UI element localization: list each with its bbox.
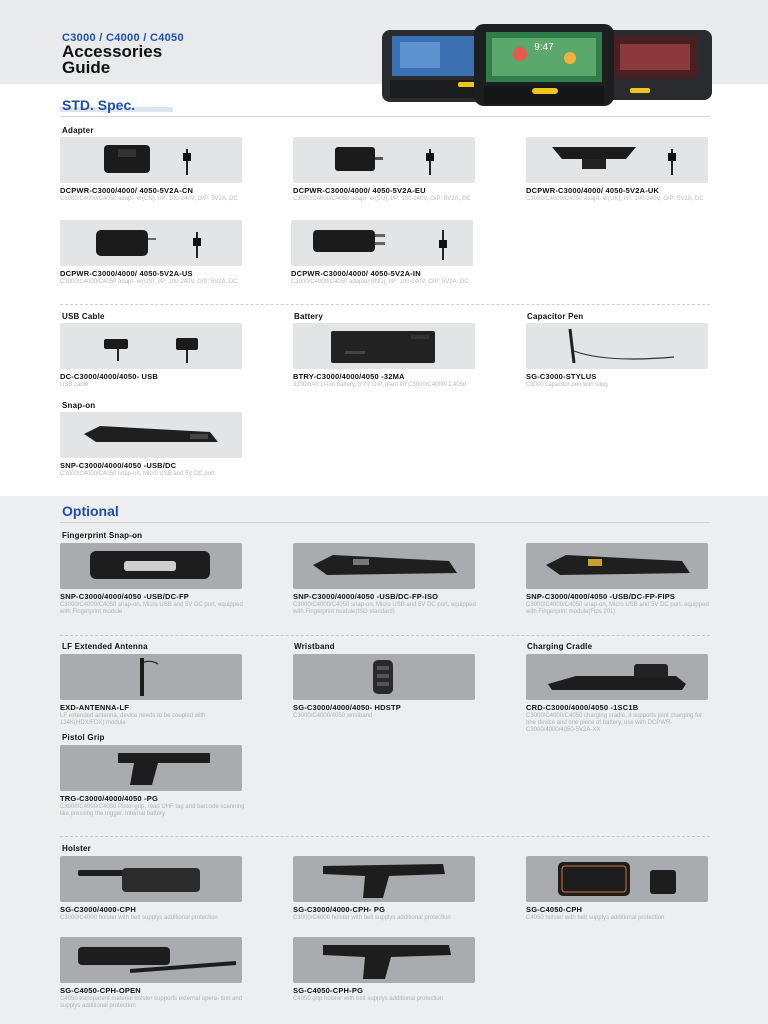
product-code: SNP-C3000/4000/4050 -USB/DC [60,461,177,470]
category-holster: Holster [62,844,91,853]
product-fp-snap-on [60,543,245,616]
section-title-std: STD. Spec. [62,97,139,113]
product-image [293,137,475,183]
product-holster-c4050 [526,856,711,922]
product-fp-fips [526,543,711,616]
product-snap-on [60,412,245,478]
product-description: LF extended antenna, device needs to be coupled with 134K(HDX/FDX) module [60,713,206,726]
product-charging-cradle [526,654,711,734]
product-description: C4050 grip holster with belt supplys additional protection [293,996,444,1002]
product-code: DCPWR-C3000/4000/ 4050-5V2A-US [60,269,193,278]
product-holster-c4050-open [60,937,245,1010]
product-fp-iso [293,543,478,616]
product-description: C4050 holster with belt supplys additional protection [526,915,665,921]
product-description: C4050 transparent material holster supports external opera- tion and supplys additional protection [60,996,243,1009]
section-divider [60,116,710,117]
product-usb-cable [60,323,245,389]
category-divider [60,836,710,837]
product-wristband [293,654,478,720]
product-description: C3000/C4000 holster with belt supplys additional protection [293,915,451,921]
product-code: DC-C3000/4000/4050- USB [60,372,158,381]
category-divider [60,304,710,305]
product-description: USB cable [60,382,89,388]
product-image [60,937,242,983]
product-image [60,323,242,369]
product-description: C3000/C4000/C4050 adapt- er(CN), I/P: 100-240V, O/P: 5V2A, DC [60,196,238,202]
product-image [293,856,475,902]
category-divider [60,635,710,636]
product-image [60,654,242,700]
product-code: EXD-ANTENNA-LF [60,703,130,712]
product-code: SG-C4050-CPH-PG [293,986,364,995]
product-image [293,323,475,369]
product-image [293,937,475,983]
category-fingerprint-snap-on: Fingerprint Snap-on [62,531,143,540]
product-image [60,137,242,183]
product-adapter-uk [526,137,711,203]
product-image [60,543,242,589]
product-description: C3000/C4000/C4050 snap-on, Micro USB and 5V DC port [60,471,215,477]
product-code: SG-C3000-STYLUS [526,372,597,381]
category-battery: Battery [294,312,323,321]
product-code: TRG-C3000/4000/4050 -PG [60,794,158,803]
product-code: SG-C3000/4000/4050- HDSTP [293,703,401,712]
product-description: C3000/C4000/C4050 adapt- er(UK), I/P: 100-240V, O/P: 5V2A, DC [526,196,704,202]
category-usb-cable: USB Cable [62,312,105,321]
product-image [526,323,708,369]
product-holster-c3000 [60,856,245,922]
product-code: DCPWR-C3000/4000/ 4050-5V2A-IN [291,269,421,278]
product-code: CRD-C3000/4000/4050 -1SC1B [526,703,639,712]
product-description: C3000/C4000/C4050 snap-on, Micro USB and 5V DC port, equipped with Fingerprint module [60,602,243,615]
product-description: C3000/C4000/4050 wristband [293,713,373,719]
product-image [60,856,242,902]
product-code: SG-C3000/4000-CPH [60,905,136,914]
section-title-optional: Optional [62,503,123,519]
product-description: C3000/C4000/C4050 snap-on, Micro USB and 5V DC port, equipped with Fingerprint module(ISO standard) [293,602,476,615]
product-code: SNP-C3000/4000/4050 -USB/DC-FP [60,592,189,601]
product-description: C3000/C4000 holster with belt supplys additional protection [60,915,218,921]
category-snap-on: Snap-on [62,401,96,410]
series-label: C3000 / C4000 / C4050 [62,32,184,44]
category-charging-cradle: Charging Cradle [527,642,593,651]
product-image [291,220,473,266]
product-image [60,412,242,458]
product-code: SG-C4050-CPH [526,905,583,914]
device-clock-text: 9:47 [534,42,554,53]
product-code: DCPWR-C3000/4000/ 4050-5V2A-EU [293,186,426,195]
product-code: SNP-C3000/4000/4050 -USB/DC-FP-ISO [293,592,439,601]
product-description: C3000/C4000/C4050 charging cradle, it supports joint charging for one device and one piece of battery, use with DCPWR- C3000/4000/4050-5V2A-XX [526,713,703,733]
product-image [526,543,708,589]
category-pistol-grip: Pistol Grip [62,733,105,742]
product-description: C3000/C4000/C4050 adapter (IND), I/P: 100-240V, O/P: 5V2A, DC [291,279,469,285]
product-adapter-cn [60,137,245,203]
product-capacitor-pen [526,323,711,389]
product-image [60,220,242,266]
category-wristband: Wristband [294,642,335,651]
product-battery [293,323,478,389]
title-line-1: Accessories [62,42,163,61]
product-holster-c4050-pg [293,937,478,1003]
product-adapter-in [291,220,476,286]
product-holster-c3000-pg [293,856,478,922]
device-lineup-image [380,22,715,106]
product-code: DCPWR-C3000/4000/ 4050-5V2A-UK [526,186,660,195]
title-line-2: Guide [62,58,111,77]
product-description: C3000 capacitor pen with sling [526,382,608,388]
product-code: SG-C3000/4000-CPH- PG [293,905,386,914]
product-code: SG-C4050-CPH-OPEN [60,986,141,995]
product-code: BTRY-C3000/4000/4050 -32MA [293,372,405,381]
page-title [62,44,322,76]
product-image [526,654,708,700]
product-pistol-grip [60,745,245,818]
category-adapter: Adapter [62,126,94,135]
product-description: C3000/C4000/C4050 snap-on, Micro USB and 5V DC port, equipped with Fingerprint module(Fips 201) [526,602,709,615]
product-lf-antenna [60,654,245,727]
product-description: C3000/C4000/C4050 adapt- er(EU), I/P: 100-240V, O/P: 5V2A, DC [293,196,471,202]
product-description: 3200mAh Li-ion battery, 3.7V O/P, used for C3000/C4000/ C4050 [293,382,467,388]
product-code: SNP-C3000/4000/4050 -USB/DC-FP-FIPS [526,592,676,601]
product-image [60,745,242,791]
product-adapter-eu [293,137,478,203]
product-adapter-us [60,220,245,286]
product-image [526,137,708,183]
category-capacitor-pen: Capacitor Pen [527,312,584,321]
product-image [293,654,475,700]
product-image [526,856,708,902]
category-lf-antenna: LF Extended Antenna [62,642,148,651]
section-divider [60,522,710,523]
product-image [293,543,475,589]
product-description: C3000/C4000/C4050 Pistol grip, read UHF tag and barcode scanning like pressing the trigger. Internal battery [60,804,245,817]
product-code: DCPWR-C3000/4000/ 4050-5V2A-CN [60,186,194,195]
product-description: C3000/C4000/C4050 adapt- er(US), I/P: 100-240V, O/P: 5V2A, DC [60,279,238,285]
